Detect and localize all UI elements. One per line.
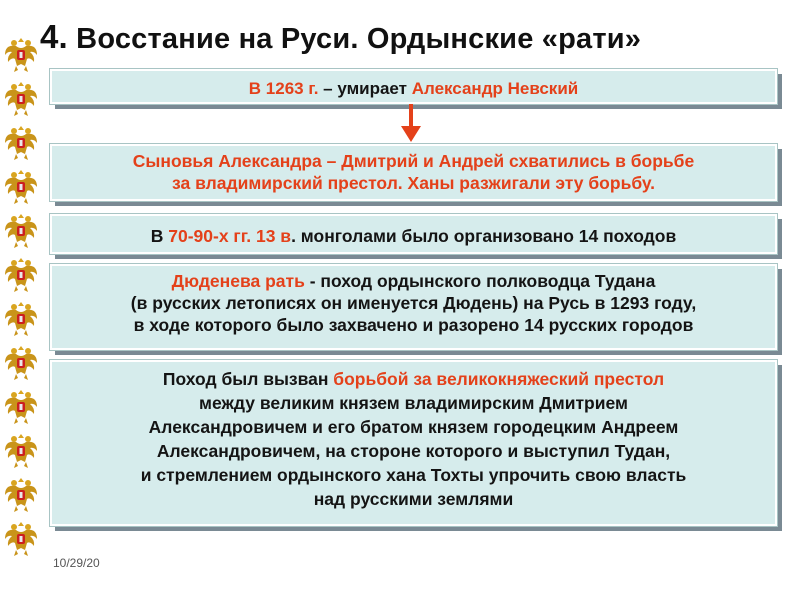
emblem-column <box>0 35 44 575</box>
sons-struggle-line-1: Сыновья Александра – Дмитрий и Андрей схватились в борьбе <box>132 151 695 171</box>
cause-line-5: и стремлением ордынского хана Тохты упрочить свою власть <box>140 464 687 485</box>
double-headed-eagle-icon <box>3 255 39 295</box>
campaign-cause-box <box>50 360 777 526</box>
campaigns-prefix: В <box>150 226 169 246</box>
double-headed-eagle-icon <box>3 299 39 339</box>
cause-line-3: Александровичем и его братом князем городецким Андреем <box>148 416 679 437</box>
campaigns-rest: . монголами было организовано 14 походов <box>291 226 677 246</box>
double-headed-eagle-icon <box>3 431 39 471</box>
double-headed-eagle-icon <box>3 343 39 383</box>
sons-struggle-box <box>50 144 777 201</box>
year-1263: В 1263 г. <box>248 79 319 98</box>
double-headed-eagle-icon <box>3 211 39 251</box>
cause-line-4: Александровичем, на стороне которого и выступил Тудан, <box>156 440 671 461</box>
double-headed-eagle-icon <box>3 519 39 559</box>
dyuden-line-3: в ходе которого было захвачено и разорено 14 русских городов <box>133 315 694 336</box>
dyuden-rat-box <box>50 264 777 350</box>
dyuden-line-2: (в русских летописях он именуется Дюдень) на Русь в 1293 году, <box>130 293 697 314</box>
footer-date: 10/29/20 <box>53 556 100 570</box>
double-headed-eagle-icon <box>3 475 39 515</box>
throne-struggle-term: борьбой за великокняжеский престол <box>333 369 665 389</box>
arrow-down-icon <box>399 104 423 144</box>
dyuden-line-1 <box>52 270 775 292</box>
campaigns-period: 70-90-х гг. 13 в <box>168 226 292 246</box>
campaigns-count-box <box>50 214 777 254</box>
dyuden-term: Дюденева рать <box>171 271 305 291</box>
page-title <box>40 18 641 56</box>
cause-line-1 <box>52 368 775 392</box>
cause-line-1-a: Поход был вызван <box>162 369 334 389</box>
dyuden-line-1-rest: - поход ордынского полководца Тудана <box>304 271 656 291</box>
double-headed-eagle-icon <box>3 123 39 163</box>
alexander-nevsky-name: Александр Невский <box>411 79 579 98</box>
cause-line-6: над русскими землями <box>313 488 514 509</box>
double-headed-eagle-icon <box>3 167 39 207</box>
double-headed-eagle-icon <box>3 387 39 427</box>
dies-text: – умирает <box>318 79 412 98</box>
title-text: Восстание на Руси. Ордынские «рати» <box>67 23 642 55</box>
double-headed-eagle-icon <box>3 79 39 119</box>
title-number: 4. <box>40 18 68 55</box>
sons-struggle-line-2: за владимирский престол. Ханы разжигали эту борьбу. <box>172 173 655 194</box>
death-of-nevsky-box <box>50 69 777 104</box>
double-headed-eagle-icon <box>3 35 39 75</box>
cause-line-2: между великим князем владимирским Дмитрием <box>199 392 628 413</box>
